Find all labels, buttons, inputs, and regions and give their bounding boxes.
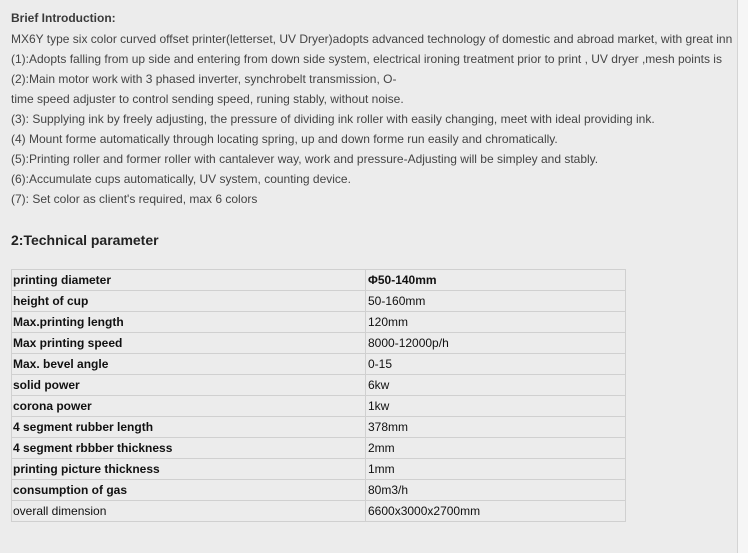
- param-name: Max printing speed: [12, 333, 366, 354]
- technical-parameter-heading: 2:Technical parameter: [11, 232, 159, 248]
- param-name: printing picture thickness: [12, 459, 366, 480]
- page-right-edge: [737, 0, 748, 553]
- param-name: solid power: [12, 375, 366, 396]
- brief-line-1: (1):Adopts falling from up side and entering from down side system, electrical ironing treatment prior to print , UV dryer ,mesh points is: [11, 52, 722, 66]
- table-row: [12, 312, 626, 333]
- table-row: [12, 501, 626, 522]
- brief-line-5: (5):Printing roller and former roller with cantalever way, work and pressure-Adjusting will be simpley and stably.: [11, 152, 599, 166]
- param-name: 4 segment rubber length: [12, 417, 366, 438]
- param-value: 1kw: [366, 396, 626, 417]
- param-value: 8000-12000p/h: [366, 333, 626, 354]
- param-name: consumption of gas: [12, 480, 366, 501]
- brief-introduction-heading: Brief Introduction:: [11, 11, 116, 25]
- table-row: [12, 270, 626, 291]
- technical-parameter-table: [11, 269, 626, 522]
- table-row: [12, 396, 626, 417]
- param-name: Max.printing length: [12, 312, 366, 333]
- table-row: [12, 375, 626, 396]
- brief-line-7: (7): Set color as client's required, max 6 colors: [11, 192, 258, 206]
- param-name: Max. bevel angle: [12, 354, 366, 375]
- brief-line-4: (4) Mount forme automatically through locating spring, up and down forme run easily and chromatically.: [11, 132, 558, 146]
- param-value: 120mm: [366, 312, 626, 333]
- param-value: 2mm: [366, 438, 626, 459]
- table-row: [12, 333, 626, 354]
- table-row: [12, 354, 626, 375]
- param-value: 378mm: [366, 417, 626, 438]
- param-value: Φ50-140mm: [366, 270, 626, 291]
- brief-line-2: (2):Main motor work with 3 phased inverter, synchrobelt transmission, O-: [11, 72, 397, 86]
- param-value: 80m3/h: [366, 480, 626, 501]
- param-name: overall dimension: [12, 501, 366, 522]
- brief-line-3: (3): Supplying ink by freely adjusting, the pressure of dividing ink roller with easily changing, meet with ideal providing ink.: [11, 112, 655, 126]
- param-value: 50-160mm: [366, 291, 626, 312]
- param-value: 0-15: [366, 354, 626, 375]
- table-row: [12, 438, 626, 459]
- param-name: printing diameter: [12, 270, 366, 291]
- table-row: [12, 417, 626, 438]
- param-value: 6600x3000x2700mm: [366, 501, 626, 522]
- param-name: height of cup: [12, 291, 366, 312]
- param-name: corona power: [12, 396, 366, 417]
- table-row: [12, 291, 626, 312]
- param-value: 1mm: [366, 459, 626, 480]
- table-row: [12, 480, 626, 501]
- param-value: 6kw: [366, 375, 626, 396]
- brief-line-intro: MX6Y type six color curved offset printer(letterset, UV Dryer)adopts advanced technology of domestic and abroad market, with great inn: [11, 32, 733, 46]
- brief-line-2-continued: time speed adjuster to control sending speed, runing stably, without noise.: [11, 92, 404, 106]
- table-row: [12, 459, 626, 480]
- param-name: 4 segment rbbber thickness: [12, 438, 366, 459]
- brief-line-6: (6):Accumulate cups automatically, UV system, counting device.: [11, 172, 351, 186]
